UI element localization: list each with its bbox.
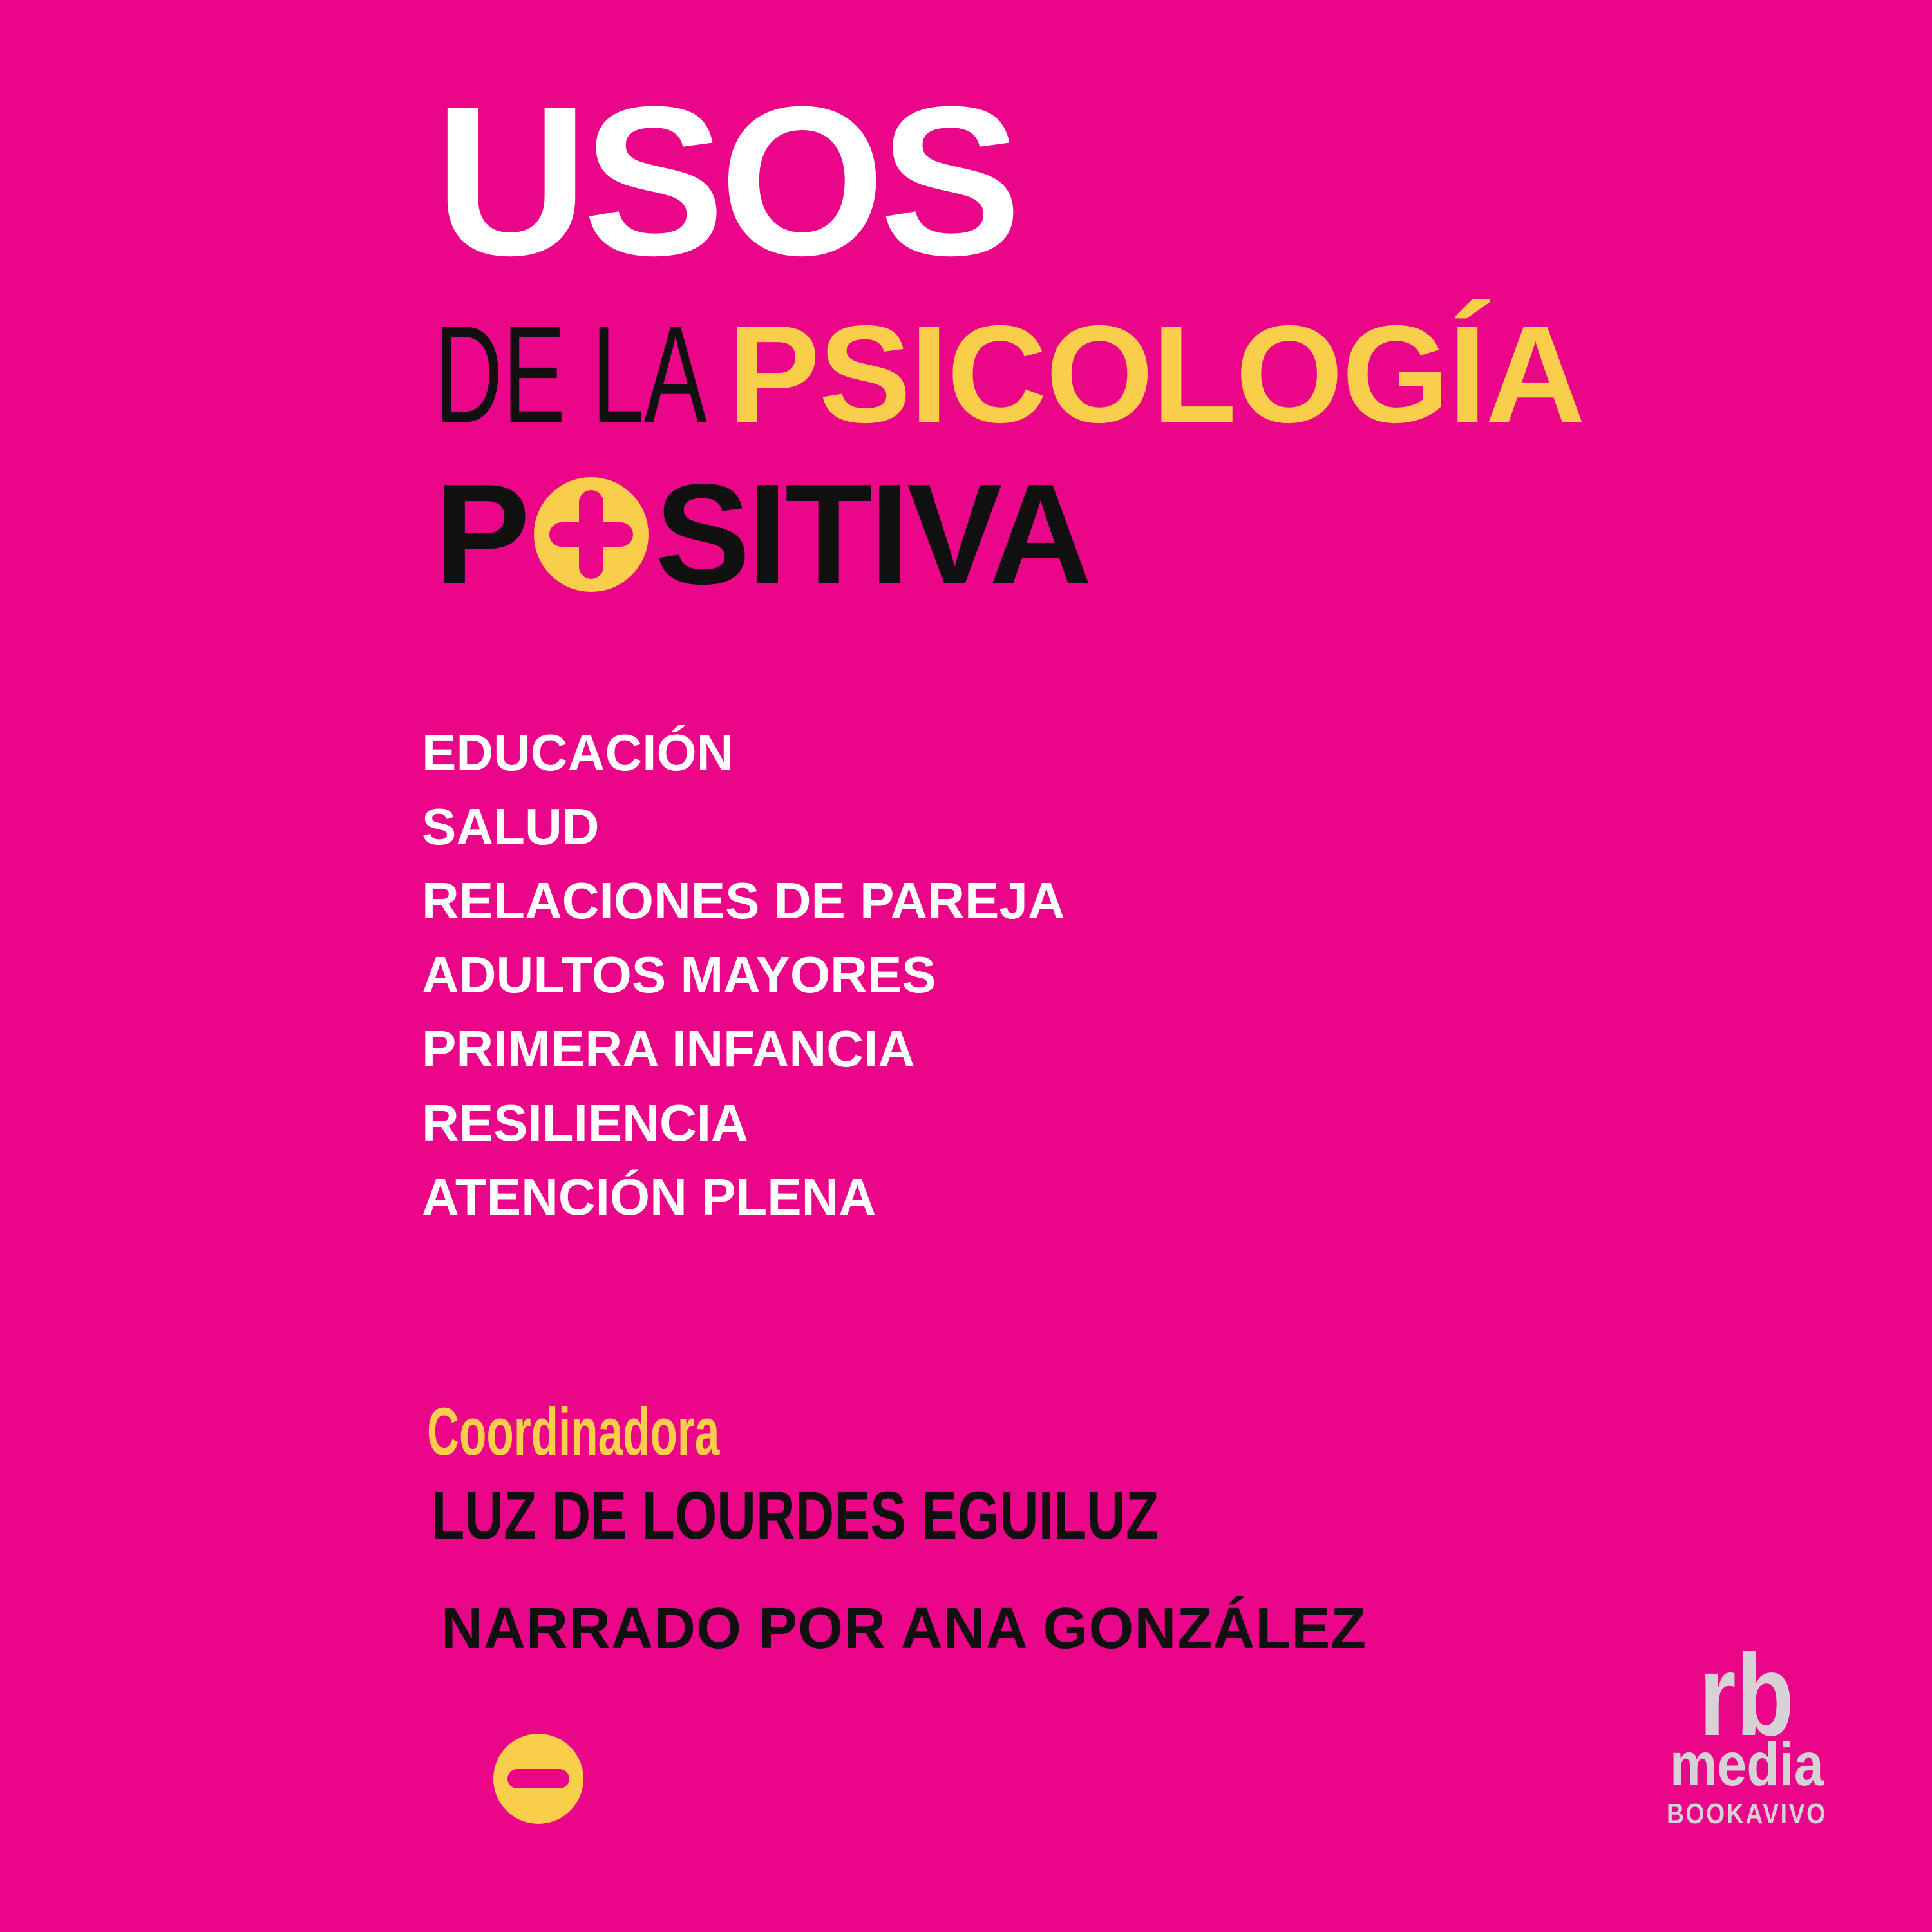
topic-item: PRIMERA INFANCIA [422, 1020, 915, 1077]
topic-item: ATENCIÓN PLENA [422, 1168, 876, 1226]
title-positiva [435, 455, 1090, 614]
title-psicologia: PSICOLOGÍA [728, 296, 1584, 451]
topic-item: ADULTOS MAYORES [422, 946, 936, 1003]
topic-item: SALUD [422, 798, 600, 855]
title-de-la: DE LA [435, 296, 707, 451]
title-positiva-prefix: P [435, 455, 528, 614]
plus-icon [534, 477, 649, 592]
coordinator-label: Coordinadora [427, 1394, 720, 1470]
minus-icon-bar [507, 1769, 569, 1788]
coordinator-name: LUZ DE LOURDES EGUILUZ [431, 1478, 1159, 1553]
topic-item: EDUCACIÓN [422, 724, 734, 781]
topic-list [422, 724, 1065, 1245]
title-positiva-suffix: SITIVA [655, 455, 1090, 614]
title-line-2 [435, 296, 1584, 451]
topic-item: RELACIONES DE PAREJA [422, 872, 1065, 929]
plus-icon-vertical-bar [579, 490, 603, 579]
publisher-name: media [1669, 1730, 1824, 1799]
narrator-credit: NARRADO POR ANA GONZÁLEZ [441, 1596, 1367, 1661]
publisher-imprint: BOOKAVIVO [1666, 1798, 1827, 1830]
publisher-monogram: rb [1699, 1631, 1794, 1760]
topic-item: RESILIENCIA [422, 1094, 748, 1151]
publisher-logo [1650, 1631, 1843, 1844]
minus-icon [493, 1734, 583, 1824]
title-word-usos: USOS [435, 62, 1017, 299]
